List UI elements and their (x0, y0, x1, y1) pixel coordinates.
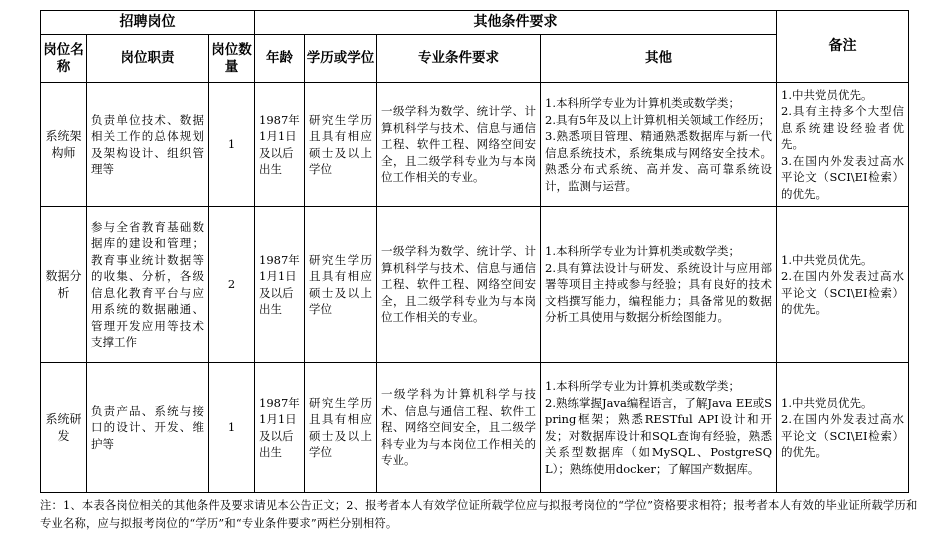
table-row (41, 207, 909, 363)
remark: 1.中共党员优先。 2.在国内外发表过高水平论文（SCI\EI检索）的优先。 (777, 363, 909, 493)
age-requirement: 1987年1月1日及以后出生 (255, 207, 305, 363)
recruitment-document (40, 10, 908, 493)
position-duty: 负责单位技术、数据相关工作的总体规划及架构设计、组织管理等 (87, 83, 209, 207)
position-count: 1 (209, 83, 255, 207)
position-count: 1 (209, 363, 255, 493)
table-row (41, 83, 909, 207)
major-requirement: 一级学科为数学、统计学、计算机科学与技术、信息与通信工程、软件工程、网络空间安全，且二级学科专业为与本岗位工作相关的专业。 (377, 83, 541, 207)
footnote: 注：1、本表各岗位相关的其他条件及要求请见本公告正文；2、报考者本人有效学位证所载学位应与拟报考岗位的“学位”资格要求相符；报考者本人有效的毕业证所载学历和专业名称，应与拟报考岗位的“学历”和“专业条件要求”两栏分别相符。 (40, 499, 918, 530)
position-duty: 负责产品、系统与接口的设计、开发、维护等 (87, 363, 209, 493)
age-requirement: 1987年1月1日及以后出生 (255, 363, 305, 493)
header-education: 学历或学位 (305, 35, 377, 83)
recruitment-table (40, 10, 909, 493)
header-position-count: 岗位数量 (209, 35, 255, 83)
other-requirement: 1.本科所学专业为计算机类或数学类； 2.熟练掌握Java编程语言，了解Java EE或Spring框架；熟悉RESTful API设计和开发；对数据库设计和SQL查询有经验，熟悉关系型数据库（如MySQL、PostgreSQL）；熟练使用docker；了解国产数据库。 (541, 363, 777, 493)
position-name: 数据分析 (41, 207, 87, 363)
other-requirement: 1.本科所学专业为计算机类或数学类； 2.具有算法设计与研发、系统设计与应用部署等项目主持或参与经验；具有良好的技术文档撰写能力，编程能力；具备常见的数据分析工具使用与数据分析绘图能力。 (541, 207, 777, 363)
position-name: 系统架构师 (41, 83, 87, 207)
header-remark: 备注 (777, 11, 909, 83)
header-major: 专业条件要求 (377, 35, 541, 83)
group-header-other: 其他条件要求 (255, 11, 777, 35)
education-requirement: 研究生学历且具有相应硕士及以上学位 (305, 207, 377, 363)
major-requirement: 一级学科为计算机科学与技术、信息与通信工程、软件工程、网络空间安全，且二级学科专业为与本岗位工作相关的专业。 (377, 363, 541, 493)
group-header-row (41, 11, 909, 35)
header-position-name: 岗位名称 (41, 35, 87, 83)
remark: 1.中共党员优先。 2.在国内外发表过高水平论文（SCI\EI检索）的优先。 (777, 207, 909, 363)
header-other: 其他 (541, 35, 777, 83)
remark: 1.中共党员优先。 2.具有主持多个大型信息系统建设经验者优先。 3.在国内外发表过高水平论文（SCI\EI检索）的优先。 (777, 83, 909, 207)
position-count: 2 (209, 207, 255, 363)
group-header-recruit: 招聘岗位 (41, 11, 255, 35)
education-requirement: 研究生学历且具有相应硕士及以上学位 (305, 363, 377, 493)
age-requirement: 1987年1月1日及以后出生 (255, 83, 305, 207)
table-row (41, 363, 909, 493)
other-requirement: 1.本科所学专业为计算机类或数学类； 2.具有5年及以上计算机相关领域工作经历； 3.熟悉项目管理、精通熟悉数据库与新一代信息系统技术，系统集成与网络安全技术。熟悉分布式系统、高并发、高可靠系统设计，监测与运营。 (541, 83, 777, 207)
header-age: 年龄 (255, 35, 305, 83)
position-duty: 参与全省教育基础数据库的建设和管理；教育事业统计数据等的收集、分析，各级信息化教育平台与应用系统的数据融通、管理开发应用等技术支撑工作 (87, 207, 209, 363)
position-name: 系统研发 (41, 363, 87, 493)
education-requirement: 研究生学历且具有相应硕士及以上学位 (305, 83, 377, 207)
header-position-duty: 岗位职责 (87, 35, 209, 83)
major-requirement: 一级学科为数学、统计学、计算机科学与技术、信息与通信工程、软件工程、网络空间安全，且二级学科专业为与本岗位工作相关的专业。 (377, 207, 541, 363)
